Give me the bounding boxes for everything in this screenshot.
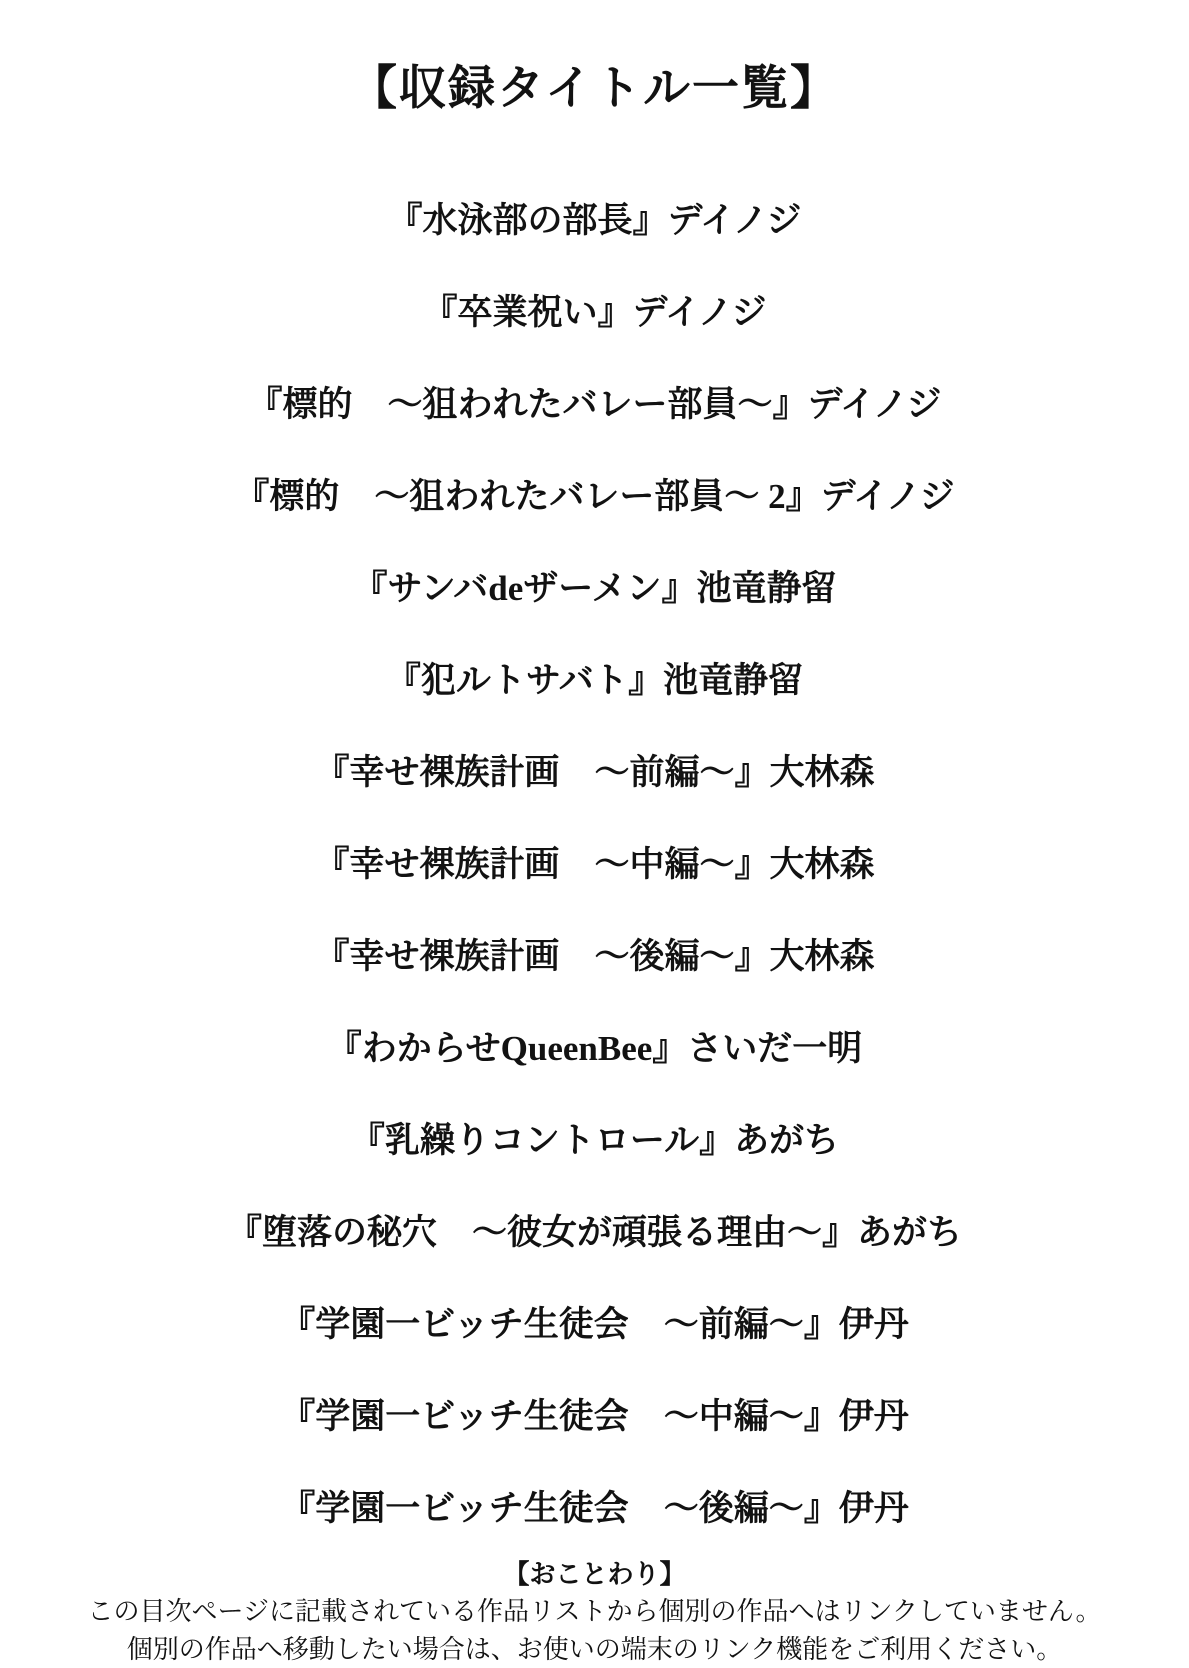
author-name: デイノジ <box>667 200 802 240</box>
toc-entry <box>234 448 954 540</box>
toc-entry <box>327 1000 863 1092</box>
toc-entry <box>350 1092 839 1184</box>
author-name: デイノジ <box>820 476 955 516</box>
author-name: 伊丹 <box>838 1304 909 1344</box>
toc-entry <box>386 632 803 724</box>
work-title: 『幸せ裸族計画 ～中編～』 <box>314 844 770 884</box>
work-title: 『乳繰りコントロール』 <box>349 1120 735 1160</box>
notice <box>87 1556 1101 1668</box>
toc-entry-list <box>227 172 962 1552</box>
work-title: 『堕落の秘穴 ～彼女が頑張る理由～』 <box>226 1212 857 1252</box>
author-name: 伊丹 <box>838 1396 909 1436</box>
notice-line: 個別の作品へ移動したい場合は、お使いの端末のリンク機能をご利用ください。 <box>126 1633 1063 1664</box>
toc-entry <box>314 724 874 816</box>
page-title: 【収録タイトル一覧】 <box>349 63 840 115</box>
author-name: 池竜静留 <box>696 568 837 608</box>
work-title: 『サンバdeザーメン』 <box>352 568 697 608</box>
work-title: 『標的 ～狙われたバレー部員～ 2』 <box>234 476 821 516</box>
toc-entry <box>314 816 874 908</box>
author-name: さいだ一明 <box>687 1028 863 1068</box>
author-name: 大林森 <box>769 936 875 976</box>
work-title: 『卒業祝い』 <box>422 292 633 332</box>
author-name: 池竜静留 <box>663 660 804 700</box>
toc-entry <box>227 1184 962 1276</box>
author-name: デイノジ <box>807 384 942 424</box>
work-title: 『わからせQueenBee』 <box>326 1028 688 1068</box>
notice-heading: 【おことわり】 <box>503 1558 686 1589</box>
author-name: 大林森 <box>769 844 875 884</box>
work-title: 『学園一ビッチ生徒会 ～中編～』 <box>280 1396 839 1436</box>
toc-entry <box>280 1460 909 1552</box>
work-title: 『犯ルトサバト』 <box>385 660 664 700</box>
work-title: 『幸せ裸族計画 ～前編～』 <box>314 752 770 792</box>
work-title: 『標的 ～狙われたバレー部員～』 <box>247 384 808 424</box>
work-title: 『学園一ビッチ生徒会 ～後編～』 <box>280 1488 839 1528</box>
toc-entry <box>352 540 836 632</box>
notice-line: この目次ページに記載されている作品リストから個別の作品へはリンクしていません。 <box>87 1595 1102 1626</box>
toc-entry <box>280 1368 909 1460</box>
author-name: あがち <box>734 1120 840 1160</box>
work-title: 『幸せ裸族計画 ～後編～』 <box>314 936 770 976</box>
work-title: 『学園一ビッチ生徒会 ～前編～』 <box>280 1304 839 1344</box>
toc-entry <box>387 172 801 264</box>
toc-entry <box>422 264 766 356</box>
author-name: 大林森 <box>769 752 875 792</box>
toc-entry <box>280 1276 909 1368</box>
author-name: あがち <box>857 1212 963 1252</box>
toc-entry <box>314 908 874 1000</box>
author-name: デイノジ <box>632 292 767 332</box>
work-title: 『水泳部の部長』 <box>387 200 668 240</box>
author-name: 伊丹 <box>838 1488 909 1528</box>
toc-entry <box>247 356 941 448</box>
